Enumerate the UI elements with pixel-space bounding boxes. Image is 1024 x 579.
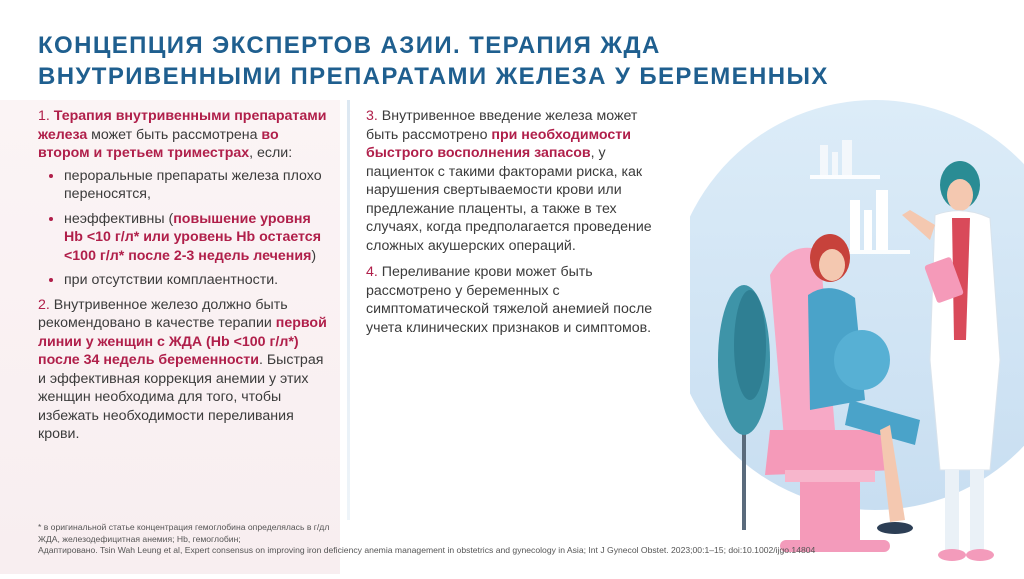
condition-2-text-1: неэффективны ( (64, 210, 174, 227)
point-4-number: 4. (366, 264, 382, 280)
point-3-number: 3. (366, 108, 382, 124)
condition-item-2 (64, 210, 328, 266)
point-3-text-2: , у пациенток с такими факторами риска, как нарушения свертываемости крови или предлежание плаценты, а также в тех случаях, когда предполагается проведение сложных акушерских операций. (366, 145, 652, 254)
point-4 (366, 263, 666, 337)
point-1 (38, 107, 328, 163)
point-2-number: 2. (38, 296, 54, 313)
point-2-text-2: . Быстрая и эффективная коррекция анемии у этих женщин необходима для того, чтобы избежать необходимости переливания крови. (38, 352, 324, 442)
footnote-line-2: ЖДА, железодефицитная анемия; Hb, гемоглобин; (38, 533, 241, 544)
left-text-column (38, 107, 328, 448)
column-divider (347, 100, 350, 520)
point-4-text-1: Переливание крови может быть рассмотрено у беременных с симптоматической тяжелой анемией после учета клинических признаков и симптомов. (366, 264, 653, 336)
footnote-line-3: Адаптировано. Tsin Wah Leung et al, Expert consensus on improving iron deficiency anemia management in obstetrics and gynecology in Asia; Int J Gynecol Obstet. 2023;00:1–15; doi:10.1002/ijgo.14804 (38, 545, 816, 555)
point-3-emphasis: при необходимости быстрого восполнения запасов (366, 126, 631, 161)
point-1-emphasis-1: Терапия внутривенными препаратами железа (38, 108, 327, 143)
title-line-1: КОНЦЕПЦИЯ ЭКСПЕРТОВ АЗИИ. ТЕРАПИЯ ЖДА (38, 32, 661, 59)
point-2-text-1: Внутривенное железо должно быть рекомендовано в качестве терапии (38, 296, 288, 331)
point-2 (38, 296, 328, 444)
point-1-text-1: может быть рассмотрена (87, 126, 262, 143)
doctor-and-pregnant-patient-icon (690, 100, 1024, 574)
conditions-list (38, 167, 328, 290)
point-1-emphasis-2: во втором и третьем триместрах (38, 126, 279, 161)
condition-2-text-2: ) (311, 247, 317, 264)
point-3-text-1: Внутривенное введение железа может быть рассмотрено (366, 108, 638, 143)
point-1-text-2: , если: (249, 145, 293, 161)
footnote-line-1: * в оригинальной статье концентрация гемоглобина определялась в г/дл (38, 522, 330, 532)
point-2-emphasis: первой линии у женщин с ЖДА (Hb <100 г/л*) после 34 недель беременности (38, 315, 327, 368)
condition-item-3 (64, 271, 328, 290)
condition-1-text: пероральные препараты железа плохо переносятся, (64, 167, 322, 202)
title-line-2: ВНУТРИВЕННЫМИ ПРЕПАРАТАМИ ЖЕЛЕЗА У БЕРЕМЕННЫХ (38, 63, 829, 90)
condition-2-emphasis: повышение уровня Hb <10 г/л* или уровень Hb остается <100 г/л* после 2-3 недель лечения (64, 210, 321, 264)
point-1-number: 1. (38, 108, 54, 124)
middle-text-column (366, 107, 666, 341)
condition-3-text: при отсутствии комплаентности. (64, 272, 279, 288)
footnote (38, 522, 998, 557)
doctor-patient-illustration (690, 100, 1024, 574)
point-3 (366, 107, 666, 255)
condition-item-1 (64, 167, 328, 204)
slide-title (38, 30, 988, 92)
